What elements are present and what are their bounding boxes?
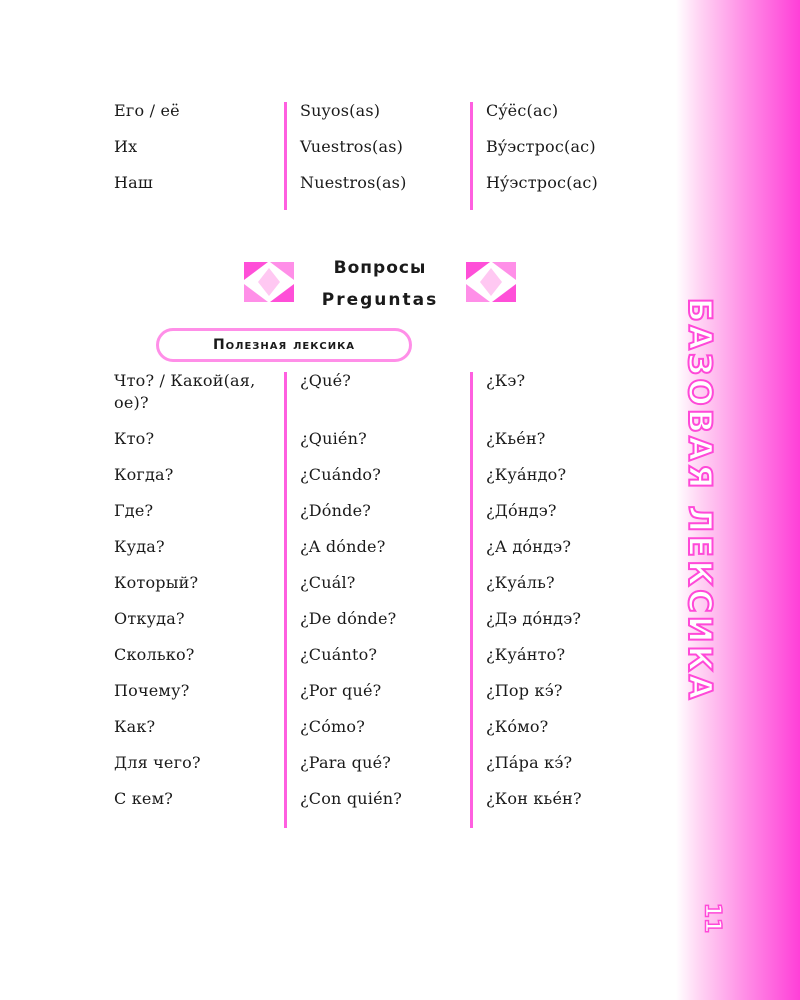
spanish-word: ¿De dónde? [300,609,397,628]
spanish-word: ¿Por qué? [300,681,382,700]
table-row [114,716,614,752]
column-divider [470,372,473,828]
pronunciation: ¿Кон кьéн? [486,789,582,808]
questions-table [114,370,614,824]
russian-word: Как? [114,717,156,736]
spanish-word: ¿Para qué? [300,753,392,772]
russian-word: Их [114,137,138,156]
table-row [114,428,614,464]
pronunciation: ¿Куáль? [486,573,555,592]
table-row [114,172,614,208]
column-divider [284,102,287,210]
pronunciation: ¿Дóндэ? [486,501,557,520]
russian-word: Наш [114,173,153,192]
spanish-word: ¿Quién? [300,429,367,448]
pronunciation: ¿Пор кэ́? [486,681,563,700]
side-section-title: БАЗОВАЯ ЛЕКСИКА [681,297,719,703]
table-row [114,608,614,644]
russian-word: Кто? [114,429,155,448]
russian-word: Который? [114,573,199,592]
russian-word: С кем? [114,789,174,808]
useful-vocabulary-label: Полезная лексика [156,328,412,362]
pronunciation: ¿Кэ? [486,371,526,390]
table-row [114,644,614,680]
russian-word: Почему? [114,681,190,700]
spanish-word: ¿Cómo? [300,717,366,736]
table-row [114,100,614,136]
spanish-word: ¿Cuándo? [300,465,382,484]
pronunciation: ¿Кóмо? [486,717,549,736]
spanish-word: Vuestros(as) [300,137,404,156]
russian-word: Для чего? [114,753,201,772]
pronunciation: ¿Кьéн? [486,429,546,448]
spanish-word: ¿Con quién? [300,789,403,808]
pronunciation: ¿А дóндэ? [486,537,572,556]
table-row [114,370,614,428]
pronunciation: ¿Пáра кэ́? [486,753,573,772]
spanish-word: ¿Cuál? [300,573,356,592]
spanish-word: ¿Dónde? [300,501,372,520]
russian-word: Его / её [114,101,180,120]
table-row [114,788,614,824]
spanish-word: Nuestros(as) [300,173,407,192]
possessives-table [114,100,614,208]
pronunciation: ¿Куáнто? [486,645,566,664]
section-title-russian: Вопросы [333,258,427,278]
russian-word: Сколько? [114,645,195,664]
section-title-spanish: Preguntas [321,290,439,310]
table-row [114,500,614,536]
table-row [114,136,614,172]
pinwheel-ornament-icon [462,258,520,306]
table-row [114,680,614,716]
table-row [114,464,614,500]
pronunciation: Сýёс(ас) [486,101,559,120]
page-number: 11 [699,902,725,934]
column-divider [470,102,473,210]
table-row [114,536,614,572]
russian-word: Когда? [114,465,174,484]
russian-word: Куда? [114,537,165,556]
spanish-word: ¿Qué? [300,371,352,390]
russian-word: Что? / Какой(ая, ое)? [114,371,256,412]
spanish-word: Suyos(as) [300,101,381,120]
pronunciation: ¿Дэ дóндэ? [486,609,582,628]
pronunciation: ¿Куáндо? [486,465,567,484]
pronunciation: Нýэстрос(ас) [486,173,598,192]
russian-word: Откуда? [114,609,185,628]
spanish-word: ¿Cuánto? [300,645,378,664]
spanish-word: ¿A dónde? [300,537,386,556]
table-row [114,752,614,788]
russian-word: Где? [114,501,154,520]
section-heading [240,254,520,312]
table-row [114,572,614,608]
column-divider [284,372,287,828]
pronunciation: Вýэстрос(ас) [486,137,596,156]
